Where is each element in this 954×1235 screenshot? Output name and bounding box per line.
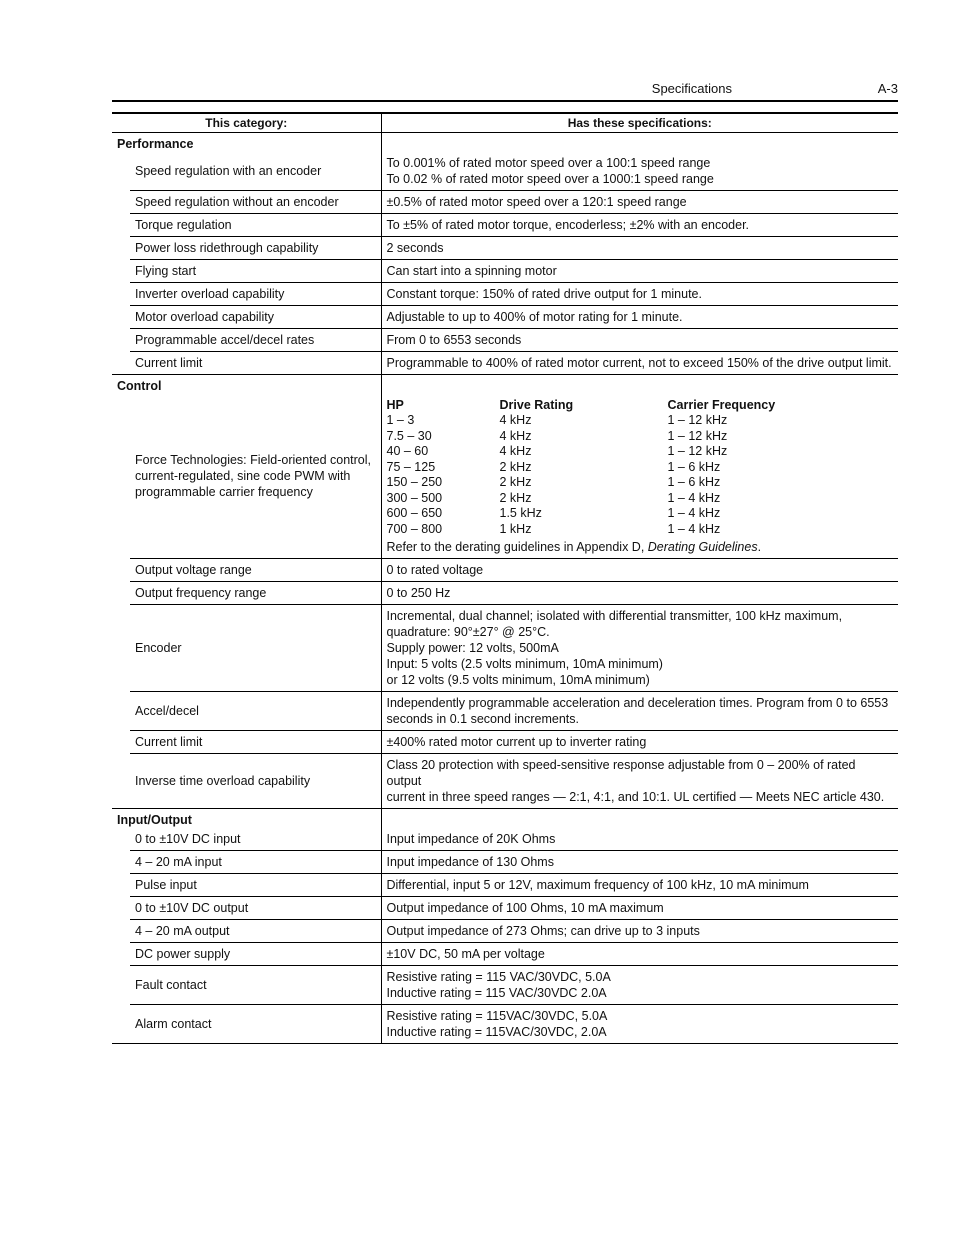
spec-line: Programmable to 400% of rated motor current, not to exceed 150% of the drive output limit. xyxy=(386,356,892,370)
drive-rating-cell: 4 kHz xyxy=(499,444,532,458)
category-label: Performance xyxy=(112,133,381,153)
spec-name: 4 – 20 mA input xyxy=(112,851,381,874)
spec-value xyxy=(381,605,898,692)
spec-name-line: current-regulated, sine code PWM with xyxy=(135,469,351,484)
table-row xyxy=(112,329,898,352)
table-row xyxy=(112,582,898,605)
drive-rating-row xyxy=(387,506,894,522)
table-row xyxy=(112,352,898,375)
drive-rating-cell: 2 kHz xyxy=(499,475,532,489)
table-row xyxy=(112,754,898,809)
category-spacer xyxy=(381,375,898,395)
spec-name: Torque regulation xyxy=(112,214,381,237)
table-row xyxy=(112,874,898,897)
spec-line: Resistive rating = 115VAC/30VDC, 5.0A xyxy=(386,1009,608,1023)
spec-name: 0 to ±10V DC output xyxy=(112,897,381,920)
table-row xyxy=(112,851,898,874)
drive-rating-cell: 1 – 4 kHz xyxy=(667,490,721,505)
spec-line: Resistive rating = 115 VAC/30VDC, 5.0A xyxy=(386,970,611,984)
drive-rating-column-header: Drive Rating xyxy=(499,398,574,412)
spec-value xyxy=(381,966,898,1005)
spec-name: Output voltage range xyxy=(112,559,381,582)
drive-rating-row xyxy=(387,491,894,507)
page-header xyxy=(112,80,898,102)
category-row xyxy=(112,375,898,395)
table-row xyxy=(112,214,898,237)
spec-line: Output impedance of 273 Ohms; can drive up to 3 inputs xyxy=(386,924,700,938)
spec-line: Independently programmable acceleration and deceleration times. Program from 0 to 6553 xyxy=(386,696,889,710)
spec-line: To 0.001% of rated motor speed over a 100:1 speed range xyxy=(386,156,711,170)
spec-line: Supply power: 12 volts, 500mA xyxy=(386,641,559,655)
spec-name-line: programmable carrier frequency xyxy=(135,485,313,500)
drive-rating-cell: 700 – 800 xyxy=(386,521,443,536)
spec-value xyxy=(381,828,898,851)
drive-rating-cell: 1 – 12 kHz xyxy=(667,444,728,458)
drive-rating-cell: 600 – 650 xyxy=(386,506,443,520)
drive-rating-cell: 1 kHz xyxy=(499,521,532,536)
spec-value xyxy=(381,306,898,329)
table-row xyxy=(112,920,898,943)
table-row xyxy=(112,191,898,214)
spec-line: To 0.02 % of rated motor speed over a 1000:1 speed range xyxy=(386,172,714,186)
spec-name: Encoder xyxy=(112,605,381,692)
spec-name: 4 – 20 mA output xyxy=(112,920,381,943)
spec-line: From 0 to 6553 seconds xyxy=(386,333,522,347)
spec-name: Programmable accel/decel rates xyxy=(112,329,381,352)
table-row xyxy=(112,152,898,191)
spec-name: Inverse time overload capability xyxy=(112,754,381,809)
spec-value xyxy=(381,874,898,897)
drive-rating-cell: 7.5 – 30 xyxy=(386,428,432,443)
category-row xyxy=(112,809,898,829)
drive-rating-cell: 1 – 3 xyxy=(386,413,415,427)
spec-name: Alarm contact xyxy=(112,1005,381,1044)
drive-rating-cell: 4 kHz xyxy=(499,413,532,427)
table-row xyxy=(112,966,898,1005)
spec-name-line: Force Technologies: Field-oriented control, xyxy=(135,453,372,468)
spec-name: Motor overload capability xyxy=(112,306,381,329)
spec-line: Adjustable to up to 400% of motor rating for 1 minute. xyxy=(386,310,683,324)
drive-rating-cell: 150 – 250 xyxy=(386,475,443,489)
spec-value xyxy=(381,851,898,874)
spec-line: ±10V DC, 50 mA per voltage xyxy=(386,947,545,961)
drive-rating-cell: 4 kHz xyxy=(499,428,532,443)
derating-note-text: Refer to the derating guidelines in Appendix D, xyxy=(386,540,648,554)
spec-line: ±400% rated motor current up to inverter rating xyxy=(386,735,647,749)
derating-note-suffix: . xyxy=(757,540,762,554)
spec-value xyxy=(381,731,898,754)
drive-rating-cell: 75 – 125 xyxy=(386,459,436,474)
spec-value xyxy=(381,1005,898,1044)
drive-rating-cell: 300 – 500 xyxy=(386,490,443,505)
spec-line: Differential, input 5 or 12V, maximum frequency of 100 kHz, 10 mA minimum xyxy=(386,878,809,892)
table-row xyxy=(112,306,898,329)
table-row xyxy=(112,1005,898,1044)
spec-line: current in three speed ranges — 2:1, 4:1, and 10:1. UL certified — Meets NEC article 430. xyxy=(386,790,885,804)
derating-note xyxy=(387,539,894,555)
spec-line: Input impedance of 130 Ohms xyxy=(386,855,554,869)
table-body xyxy=(112,133,898,1044)
spec-line: To ±5% of rated motor torque, encoderless; ±2% with an encoder. xyxy=(386,218,750,232)
spec-name: Accel/decel xyxy=(112,692,381,731)
spec-name: Speed regulation with an encoder xyxy=(112,152,381,191)
drive-rating-cell: 2 kHz xyxy=(499,490,532,505)
category-spacer xyxy=(381,133,898,153)
drive-rating-column-header: Carrier Frequency xyxy=(667,398,776,412)
spec-name: DC power supply xyxy=(112,943,381,966)
spec-value xyxy=(381,329,898,352)
spec-value xyxy=(381,352,898,375)
drive-rating-row xyxy=(387,460,894,476)
drive-rating-cell: 1 – 6 kHz xyxy=(667,475,721,489)
drive-rating-cell: 1 – 12 kHz xyxy=(667,413,728,427)
specifications-table xyxy=(112,112,898,1044)
category-row xyxy=(112,133,898,153)
spec-line: or 12 volts (9.5 volts minimum, 10mA minimum) xyxy=(386,673,650,687)
drive-rating-cell: 1 – 4 kHz xyxy=(667,521,721,536)
drive-rating-cell: 40 – 60 xyxy=(386,444,429,458)
spec-line: Class 20 protection with speed-sensitive response adjustable from 0 – 200% of rated output xyxy=(386,758,856,788)
drive-rating-header-row xyxy=(387,397,894,413)
category-label: Control xyxy=(112,375,381,395)
table-row xyxy=(112,943,898,966)
spec-value xyxy=(381,152,898,191)
spec-name: Power loss ridethrough capability xyxy=(112,237,381,260)
spec-name: Pulse input xyxy=(112,874,381,897)
spec-value xyxy=(381,943,898,966)
table-row xyxy=(112,692,898,731)
spec-value xyxy=(381,283,898,306)
spec-name: Current limit xyxy=(112,352,381,375)
spec-value xyxy=(381,897,898,920)
table-row xyxy=(112,559,898,582)
drive-rating-row xyxy=(387,429,894,445)
spec-line: Inductive rating = 115VAC/30VDC, 2.0A xyxy=(386,1025,607,1039)
drive-rating-row xyxy=(387,413,894,429)
spec-value xyxy=(381,582,898,605)
table-row xyxy=(112,828,898,851)
table-row xyxy=(112,605,898,692)
drive-rating-cell: 1.5 kHz xyxy=(499,506,542,520)
drive-rating-row xyxy=(387,522,894,538)
drive-rating-cell: 1 – 4 kHz xyxy=(667,506,721,520)
spec-line: 0 to rated voltage xyxy=(386,563,484,577)
spec-line: Constant torque: 150% of rated drive output for 1 minute. xyxy=(386,287,702,301)
spec-value xyxy=(381,237,898,260)
spec-line: Input impedance of 20K Ohms xyxy=(386,832,556,846)
table-row xyxy=(112,283,898,306)
spec-value xyxy=(381,260,898,283)
spec-name: Inverter overload capability xyxy=(112,283,381,306)
table-row xyxy=(112,394,898,559)
spec-value xyxy=(381,214,898,237)
spec-line: Inductive rating = 115 VAC/30VDC 2.0A xyxy=(386,986,607,1000)
spec-line: Can start into a spinning motor xyxy=(386,264,557,278)
spec-line: Input: 5 volts (2.5 volts minimum, 10mA minimum) xyxy=(386,657,663,671)
spec-name: Fault contact xyxy=(112,966,381,1005)
spec-line: Output impedance of 100 Ohms, 10 mA maximum xyxy=(386,901,664,915)
table-row xyxy=(112,897,898,920)
page-number: A-3 xyxy=(877,81,898,96)
spec-line: Incremental, dual channel; isolated with differential transmitter, 100 kHz maximum, xyxy=(386,609,843,623)
section-title: Specifications xyxy=(651,81,732,96)
spec-name: Current limit xyxy=(112,731,381,754)
column-header-specifications: Has these specifications: xyxy=(381,113,898,133)
spec-value xyxy=(381,559,898,582)
spec-value xyxy=(381,920,898,943)
drive-rating-table xyxy=(387,397,894,537)
spec-value xyxy=(381,692,898,731)
spec-name: Speed regulation without an encoder xyxy=(112,191,381,214)
spec-name: 0 to ±10V DC input xyxy=(112,828,381,851)
table-row xyxy=(112,260,898,283)
derating-note-reference: Derating Guidelines xyxy=(647,540,758,554)
spec-line: 2 seconds xyxy=(386,241,444,255)
spec-line: ±0.5% of rated motor speed over a 120:1 speed range xyxy=(386,195,687,209)
table-row xyxy=(112,731,898,754)
spec-line: seconds in 0.1 second increments. xyxy=(386,712,579,726)
drive-rating-cell: 1 – 6 kHz xyxy=(667,459,721,474)
spec-line: 0 to 250 Hz xyxy=(386,586,451,600)
spec-value xyxy=(381,191,898,214)
spec-name: Output frequency range xyxy=(112,582,381,605)
spec-line: quadrature: 90°±27° @ 25°C. xyxy=(386,625,550,639)
category-label: Input/Output xyxy=(112,809,381,829)
drive-rating-cell: 1 – 12 kHz xyxy=(667,428,728,443)
table-header-row xyxy=(112,113,898,133)
category-spacer xyxy=(381,809,898,829)
drive-rating-column-header: HP xyxy=(386,398,404,412)
drive-rating-cell: 2 kHz xyxy=(499,459,532,474)
drive-rating-row xyxy=(387,444,894,460)
spec-name: Flying start xyxy=(112,260,381,283)
column-header-category: This category: xyxy=(112,113,381,133)
spec-name xyxy=(112,394,381,559)
drive-rating-row xyxy=(387,475,894,491)
spec-value xyxy=(381,754,898,809)
spec-value xyxy=(381,394,898,559)
table-row xyxy=(112,237,898,260)
